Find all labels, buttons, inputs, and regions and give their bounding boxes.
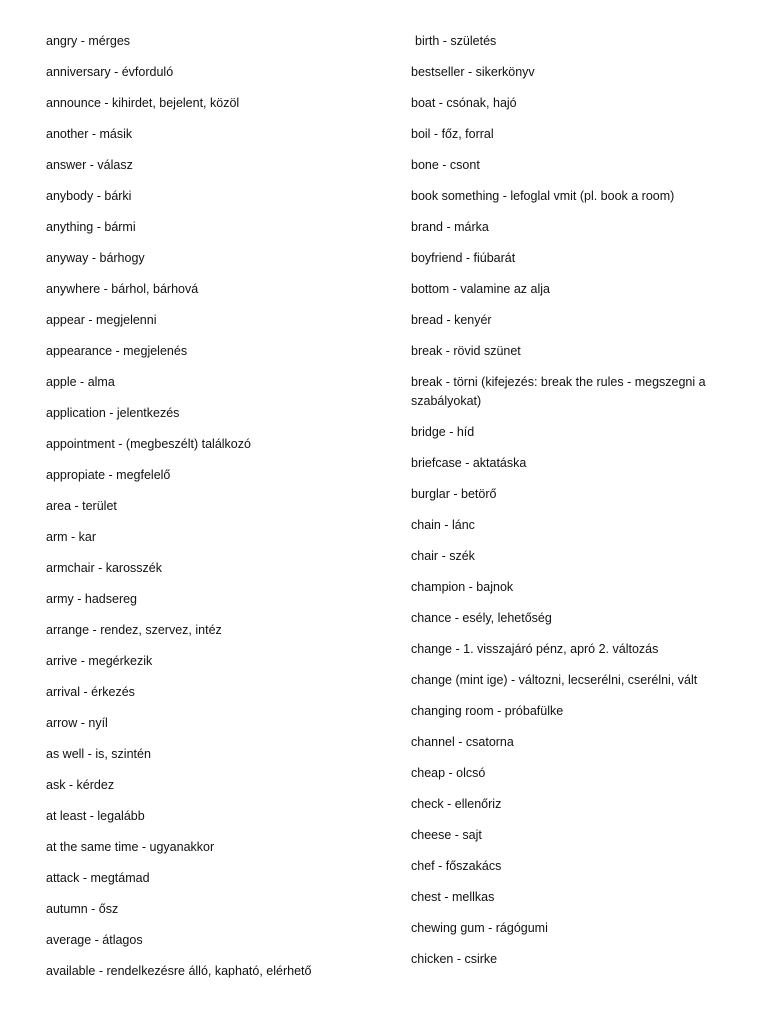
vocab-entry: brand - márka (411, 220, 489, 234)
vocab-entry: cheese - sajt (411, 828, 482, 842)
left-vocabulary-column (46, 32, 376, 993)
vocab-entry: appear - megjelenni (46, 313, 157, 327)
vocab-entry: check - ellenőriz (411, 797, 502, 811)
vocab-entry: chewing gum - rágógumi (411, 921, 548, 935)
vocab-entry: arrive - megérkezik (46, 654, 153, 668)
vocab-entry: anyway - bárhogy (46, 251, 145, 265)
vocab-entry: break - rövid szünet (411, 344, 521, 358)
vocab-entry: arrange - rendez, szervez, intéz (46, 623, 222, 637)
right-vocabulary-column (411, 32, 731, 981)
vocab-entry: arrival - érkezés (46, 685, 135, 699)
vocab-entry: anything - bármi (46, 220, 136, 234)
vocab-entry: briefcase - aktatáska (411, 456, 527, 470)
vocab-entry: at the same time - ugyanakkor (46, 840, 215, 854)
vocab-entry: boyfriend - fiúbarát (411, 251, 516, 265)
vocab-entry: birth - születés (415, 34, 497, 48)
vocab-entry: cheap - olcsó (411, 766, 486, 780)
vocab-entry: available - rendelkezésre álló, kapható, elérhető (46, 964, 312, 978)
vocab-entry: channel - csatorna (411, 735, 514, 749)
vocab-entry: bone - csont (411, 158, 480, 172)
vocab-entry: bestseller - sikerkönyv (411, 65, 535, 79)
vocab-entry: bottom - valamine az alja (411, 282, 550, 296)
vocab-entry: chicken - csirke (411, 952, 498, 966)
vocab-entry: chain - lánc (411, 518, 475, 532)
vocab-entry: anybody - bárki (46, 189, 132, 203)
vocab-entry: bridge - híd (411, 425, 475, 439)
vocab-entry: as well - is, szintén (46, 747, 151, 761)
vocab-entry: bread - kenyér (411, 313, 492, 327)
vocab-entry: appropiate - megfelelő (46, 468, 171, 482)
vocab-entry: chance - esély, lehetőség (411, 611, 552, 625)
vocab-entry: average - átlagos (46, 933, 143, 947)
vocab-entry: anniversary - évforduló (46, 65, 174, 79)
vocab-entry: burglar - betörő (411, 487, 497, 501)
vocab-entry: attack - megtámad (46, 871, 150, 885)
vocab-entry: area - terület (46, 499, 117, 513)
vocab-entry: autumn - ősz (46, 902, 119, 916)
vocab-entry: answer - válasz (46, 158, 133, 172)
vocab-entry: change - 1. visszajáró pénz, apró 2. változás (411, 642, 659, 656)
vocab-entry: chef - főszakács (411, 859, 502, 873)
vocab-entry: anywhere - bárhol, bárhová (46, 282, 199, 296)
vocab-entry: book something - lefoglal vmit (pl. book a room) (411, 189, 675, 203)
vocab-entry: appointment - (megbeszélt) találkozó (46, 437, 251, 451)
vocab-entry: angry - mérges (46, 34, 131, 48)
vocab-entry: at least - legalább (46, 809, 145, 823)
vocab-entry: apple - alma (46, 375, 115, 389)
vocab-entry: chair - szék (411, 549, 475, 563)
vocab-entry: chest - mellkas (411, 890, 495, 904)
vocab-entry: ask - kérdez (46, 778, 115, 792)
vocab-entry: changing room - próbafülke (411, 704, 564, 718)
vocab-entry: application - jelentkezés (46, 406, 180, 420)
vocab-entry: arm - kar (46, 530, 96, 544)
vocab-entry: arrow - nyíl (46, 716, 108, 730)
vocab-entry: announce - kihirdet, bejelent, közöl (46, 96, 240, 110)
vocab-entry: army - hadsereg (46, 592, 138, 606)
vocab-entry: change (mint ige) - változni, lecserélni, cserélni, vált (411, 673, 698, 687)
vocab-entry: break - törni (kifejezés: break the rules - megszegni a szabályokat) (411, 375, 706, 408)
vocab-entry: boat - csónak, hajó (411, 96, 517, 110)
vocab-entry: boil - főz, forral (411, 127, 494, 141)
vocab-entry: champion - bajnok (411, 580, 514, 594)
vocab-entry: appearance - megjelenés (46, 344, 188, 358)
vocab-entry: armchair - karosszék (46, 561, 162, 575)
vocab-entry: another - másik (46, 127, 133, 141)
